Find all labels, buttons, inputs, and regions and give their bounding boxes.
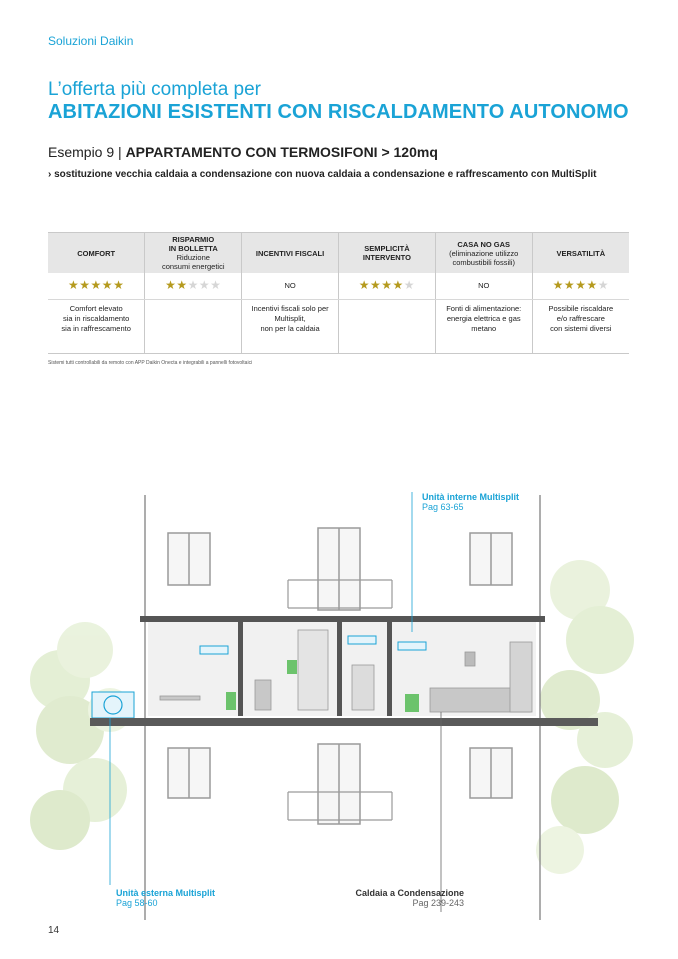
lower-windows: [168, 744, 512, 824]
example-heading: [48, 144, 438, 160]
star-empty-icon: ★: [187, 278, 199, 292]
col-comfort: COMFORT: [48, 233, 145, 274]
star-filled-icon: ★: [575, 278, 587, 292]
star-filled-icon: ★: [392, 278, 404, 292]
col-semplicita: SEMPLICITÀ INTERVENTO: [338, 233, 435, 274]
page-title-line2: ABITAZIONI ESISTENTI CON RISCALDAMENTO AUTONOMO: [48, 101, 629, 123]
callout-outdoor-title: Unità esterna Multisplit: [116, 888, 216, 898]
star-filled-icon: ★: [358, 278, 370, 292]
footnote: Sistemi tutti controllabili da remoto con APP Daikin Onecta e integrabili a pannelli fotovoltaici: [48, 360, 253, 366]
callout-outdoor-unit: [116, 888, 215, 908]
desc-versatilita: Possibile riscaldare e/o raffrescare con sistemi diversi: [532, 300, 629, 354]
example-subtitle: › sostituzione vecchia caldaia a condensazione con nuova caldaia a condensazione e raffrescamento con MultiSplit: [48, 169, 597, 180]
rating-risparmio: [145, 273, 242, 300]
outdoor-unit-icon: [92, 692, 134, 718]
star-empty-icon: ★: [597, 278, 609, 292]
callout-boiler-title: Caldaia a Condensazione: [355, 888, 464, 898]
col-versatilita: VERSATILITÀ: [532, 233, 629, 274]
desc-casa-no-gas: Fonti di alimentazione: energia elettrica e gas metano: [435, 300, 532, 354]
rating-incentivi: NO: [242, 273, 339, 300]
col-incentivi: INCENTIVI FISCALI: [242, 233, 339, 274]
table-rating-row: [48, 273, 629, 300]
star-filled-icon: ★: [165, 278, 177, 292]
rating-semplicita: [338, 273, 435, 300]
table-description-row: [48, 300, 629, 354]
star-filled-icon: ★: [563, 278, 576, 292]
rating-versatilita: [532, 273, 629, 300]
callout-boiler-page: Pag 239-243: [412, 898, 464, 908]
star-filled-icon: ★: [552, 278, 564, 292]
tree-left-illustration: [30, 622, 132, 850]
floor-slab: [90, 718, 598, 726]
desc-incentivi: Incentivi fiscali solo per Multisplit, non per la caldaia: [242, 300, 339, 354]
example-title: APPARTAMENTO CON TERMOSIFONI > 120mq: [125, 144, 438, 160]
star-filled-icon: ★: [586, 278, 598, 292]
desc-semplicita: [338, 300, 435, 354]
rating-comfort: [48, 273, 145, 300]
star-filled-icon: ★: [90, 278, 102, 292]
callout-indoor-page: Pag 63-65: [422, 502, 464, 512]
desc-comfort: Comfort elevato sia in riscaldamento sia in raffrescamento: [48, 300, 145, 354]
star-filled-icon: ★: [79, 278, 91, 292]
col-risparmio: RISPARMIO IN BOLLETTA Riduzione consumi energetici: [145, 233, 242, 274]
feature-table: [48, 232, 629, 354]
star-filled-icon: ★: [101, 278, 114, 292]
star-filled-icon: ★: [68, 278, 80, 292]
table-header-row: [48, 233, 629, 274]
col-casa-no-gas: CASA NO GAS (eliminazione utilizzo combustibili fossili): [435, 233, 532, 274]
example-prefix: Esempio 9 |: [48, 144, 122, 160]
star-empty-icon: ★: [198, 278, 211, 292]
rating-casa-no-gas: NO: [435, 273, 532, 300]
brand-label: Soluzioni Daikin: [48, 34, 134, 48]
star-filled-icon: ★: [176, 278, 188, 292]
page-title-line1: L’offerta più completa per: [48, 79, 262, 100]
page-number: 14: [48, 925, 60, 936]
star-filled-icon: ★: [113, 278, 125, 292]
callout-boiler: [336, 888, 464, 908]
star-filled-icon: ★: [381, 278, 393, 292]
upper-windows: [168, 528, 512, 610]
ceiling-slab: [140, 616, 545, 622]
callout-indoor-units: [422, 492, 519, 512]
star-filled-icon: ★: [370, 278, 382, 292]
star-empty-icon: ★: [403, 278, 416, 292]
tree-right-illustration: [536, 560, 634, 874]
callout-indoor-title: Unità interne Multisplit: [422, 492, 520, 502]
desc-risparmio: [145, 300, 242, 354]
building-cross-section-illustration: [0, 380, 678, 920]
star-empty-icon: ★: [210, 278, 222, 292]
callout-outdoor-page: Pag 58-60: [116, 898, 158, 908]
